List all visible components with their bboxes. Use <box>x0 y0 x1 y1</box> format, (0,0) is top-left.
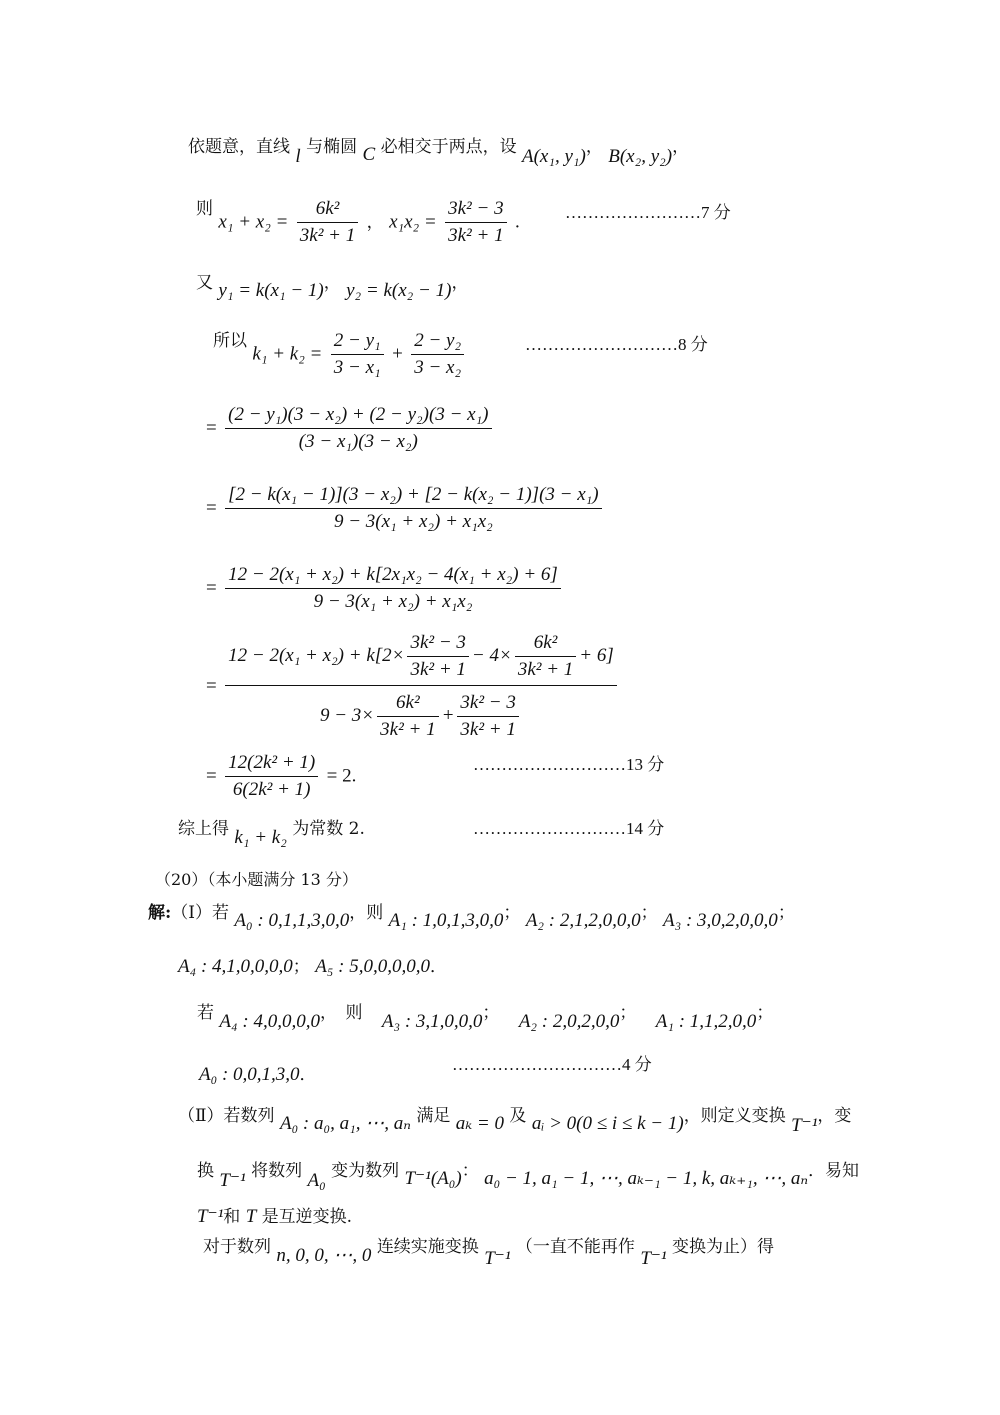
point-a: A(x₁, y₁) <box>522 146 586 167</box>
sum-fraction <box>297 198 358 247</box>
conclusion-expr: k₁ + k₂ <box>234 827 287 848</box>
part2-line2 <box>197 1160 860 1191</box>
he: 和 <box>223 1207 241 1227</box>
step-4 <box>206 632 620 741</box>
score-14: ………………………14 分 <box>473 819 665 838</box>
k1-den: 3 − x₁ <box>333 357 381 378</box>
intro-text-b: 与椭圆 <box>306 137 358 157</box>
yizhi: ．易知 <box>808 1161 860 1181</box>
step2-fraction <box>225 484 601 533</box>
frac-num: 6k² <box>377 692 438 717</box>
y-lead: 又 <box>196 273 213 293</box>
then: ，则 <box>349 903 384 923</box>
step-3 <box>206 564 564 613</box>
step4-den <box>225 686 617 741</box>
step-1 <box>206 404 495 453</box>
step5-den: 6(2k² + 1) <box>232 779 311 800</box>
step2-num: [2 − k(x₁ − 1)](3 − x₂) + [2 − k(x₂ − 1)](3 − x₁) <box>225 484 601 509</box>
semicolon: ； <box>777 903 795 923</box>
cond-ak: aₖ = 0 <box>455 1113 504 1134</box>
semicolon: ； <box>503 903 521 923</box>
k2-num: 2 − y₂ <box>411 330 464 355</box>
frac-den: 3k² + 1 <box>380 719 436 740</box>
part1-line1 <box>148 902 795 931</box>
semicolon: ； <box>640 903 658 923</box>
seq-b3: A₃ : 3,1,0,0,0 <box>381 1011 483 1032</box>
separator: ， <box>451 273 469 293</box>
conclusion-line <box>178 818 365 848</box>
part2-lead: （Ⅱ）若数列 <box>178 1106 275 1126</box>
frac-den: 3k² + 1 <box>460 719 516 740</box>
intro-text-c: 必相交于两点，设 <box>380 137 517 157</box>
separator: ， <box>366 212 384 233</box>
conclusion-lead: 综上得 <box>178 819 229 839</box>
part2-line4 <box>203 1236 775 1269</box>
jiang-shulie: 将数列 <box>251 1161 303 1181</box>
equals: = <box>206 417 217 439</box>
k2-den: 3 − x₂ <box>414 357 462 378</box>
step3-num: 12 − 2(x₁ + x₂) + k[2x₁x₂ − 4(x₁ + x₂) + 6] <box>225 564 561 589</box>
bian: ，变 <box>817 1106 852 1126</box>
step5-num: 12(2k² + 1) <box>225 752 318 777</box>
until-b: 变换为止）得 <box>672 1237 775 1257</box>
step4-den-f2 <box>457 692 518 741</box>
transformed-seq: a₀ − 1, a₁ − 1, ⋯, aₖ₋₁ − 1, k, aₖ₊₁, ⋯, aₙ <box>484 1168 809 1189</box>
step4-den-a: 9 − 3× <box>319 704 375 726</box>
step4-den-b: + <box>441 704 455 726</box>
frac-num: 3k² − 3 <box>457 692 518 717</box>
separator: ， <box>323 273 341 293</box>
part2-line3 <box>197 1206 352 1228</box>
step4-num-b: − 4× <box>471 644 512 666</box>
step4-num-c: + 6] <box>579 644 614 666</box>
semicolon: ； <box>292 957 310 977</box>
y-line <box>196 272 469 301</box>
seq-a4: A₄ : 4,1,0,0,0,0 <box>178 956 293 977</box>
period: ． <box>299 1065 317 1085</box>
equals: = <box>206 497 217 519</box>
y1-eq: y₁ = k(x₁ − 1) <box>218 280 324 301</box>
vieta-line <box>196 198 520 247</box>
until-a: （一直不能再作 <box>515 1237 635 1257</box>
t-inverse: T⁻¹ <box>791 1115 818 1136</box>
line-l-var: l <box>295 146 301 167</box>
seq-b1: A₁ : 1,1,2,0,0 <box>655 1011 757 1032</box>
k1-fraction <box>331 330 384 379</box>
n-seq: n, 0, 0, ⋯, 0 <box>276 1245 372 1266</box>
frac-den: 3k² + 1 <box>410 659 466 680</box>
ellipse-c-var: C <box>362 144 376 165</box>
cond-ai: aᵢ > 0(0 ≤ i ≤ k − 1) <box>531 1113 684 1134</box>
k-sum-line <box>213 330 467 379</box>
define: ，则定义变换 <box>683 1106 786 1126</box>
vieta-lead: 则 <box>196 199 213 219</box>
inverse-statement: 是互逆变换. <box>261 1207 353 1227</box>
step1-den: (3 − x₁)(3 − x₂) <box>298 431 418 452</box>
q20-header: （20）（本小题满分 13 分） <box>155 870 358 889</box>
plus: + <box>392 343 403 365</box>
colon: ： <box>461 1161 479 1181</box>
a0: A₀ <box>307 1170 326 1191</box>
frac-num: 3k² − 3 <box>407 632 468 657</box>
semicolon: ； <box>482 1003 500 1023</box>
sum-lhs: x₁ + x₂ = <box>218 211 289 233</box>
bianwei: 变为数列 <box>331 1161 400 1181</box>
k-lead: 所以 <box>213 331 247 351</box>
period: . <box>514 211 520 233</box>
step4-num-f2 <box>515 632 576 681</box>
score-4: …………………………4 分 <box>452 1055 652 1074</box>
step-5 <box>206 752 356 801</box>
equals: = <box>206 577 217 599</box>
and: 及 <box>509 1106 527 1126</box>
prod-lhs: x₁x₂ = <box>389 211 437 233</box>
step4-num-a: 12 − 2(x₁ + x₂) + k[2× <box>228 644 405 666</box>
intro-text-a: 依题意，直线 <box>188 137 290 157</box>
step1-num: (2 − y₁)(3 − x₂) + (2 − y₂)(3 − x₁) <box>225 404 491 429</box>
seq-b4: A₄ : 4,0,0,0,0 <box>219 1011 320 1032</box>
score-7: ……………………7 分 <box>565 203 731 222</box>
comma: ， <box>585 137 603 157</box>
k-lhs: k₁ + k₂ = <box>252 343 323 365</box>
sum-num: 6k² <box>297 198 358 223</box>
step2-den: 9 − 3(x₁ + x₂) + x₁x₂ <box>333 511 493 532</box>
score-8: ………………………8 分 <box>525 335 708 354</box>
equals: = <box>206 675 217 697</box>
step-2 <box>206 484 605 533</box>
seq-a1: A₁ : 1,0,1,3,0,0 <box>388 910 504 931</box>
step5-fraction <box>225 752 318 801</box>
t-inverse: T⁻¹ <box>640 1248 667 1269</box>
k2-fraction <box>411 330 464 379</box>
t-inverse-a0: T⁻¹(A₀) <box>404 1168 462 1189</box>
step1-fraction <box>225 404 491 453</box>
then: ， 则 <box>319 1003 363 1023</box>
prod-num: 3k² − 3 <box>445 198 506 223</box>
seq-a5: A₅ : 5,0,0,0,0,0 <box>315 956 430 977</box>
step4-num <box>225 632 617 686</box>
point-b: B(x₂, y₂) <box>608 146 673 167</box>
step4-fraction <box>225 632 617 741</box>
semicolon: ； <box>756 1003 774 1023</box>
step4-den-f1 <box>377 692 438 741</box>
score-13: ………………………13 分 <box>473 755 665 774</box>
huan: 换 <box>197 1161 214 1181</box>
part2-line1 <box>178 1105 852 1136</box>
prod-fraction <box>445 198 506 247</box>
t-inverse: T⁻¹ <box>219 1170 246 1191</box>
sum-den: 3k² + 1 <box>299 225 356 246</box>
k1-num: 2 − y₁ <box>331 330 384 355</box>
frac-den: 3k² + 1 <box>517 659 574 680</box>
t: T <box>245 1206 257 1227</box>
prod-den: 3k² + 1 <box>448 225 504 246</box>
part1-line2 <box>178 956 447 978</box>
y2-eq: y₂ = k(x₂ − 1) <box>346 280 452 301</box>
satisfy: 满足 <box>416 1106 451 1126</box>
comma: ， <box>672 137 690 157</box>
apply: 连续实施变换 <box>376 1237 479 1257</box>
part1-line3 <box>197 1002 774 1032</box>
seq-a0: A₀ : 0,1,1,3,0,0 <box>234 910 350 931</box>
part1-lead: （Ⅰ）若 <box>171 903 229 923</box>
if-label: 若 <box>197 1003 214 1023</box>
intro-line <box>188 136 689 166</box>
frac-num: 6k² <box>515 632 576 657</box>
for-seq: 对于数列 <box>203 1237 271 1257</box>
step4-num-f1 <box>407 632 468 681</box>
step5-result: = 2. <box>326 765 357 787</box>
solve-label: 解: <box>148 903 172 923</box>
seq-a2: A₂ : 2,1,2,0,0,0 <box>525 910 641 931</box>
seq-a0-def: A₀ : a₀, a₁, ⋯, aₙ <box>279 1113 411 1134</box>
t-inverse: T⁻¹ <box>484 1248 511 1269</box>
equals: = <box>206 765 217 787</box>
conclusion-tail: 为常数 2. <box>292 819 365 839</box>
step3-fraction <box>225 564 561 613</box>
semicolon: ； <box>619 1003 637 1023</box>
seq-b0: A₀ : 0,0,1,3,0 <box>199 1064 300 1085</box>
part1-line4 <box>199 1064 317 1086</box>
seq-b2: A₂ : 2,0,2,0,0 <box>518 1011 620 1032</box>
t-inverse: T⁻¹ <box>197 1206 224 1227</box>
period: ． <box>430 957 447 977</box>
step3-den: 9 − 3(x₁ + x₂) + x₁x₂ <box>313 591 473 612</box>
seq-a3: A₃ : 3,0,2,0,0,0 <box>663 910 778 931</box>
